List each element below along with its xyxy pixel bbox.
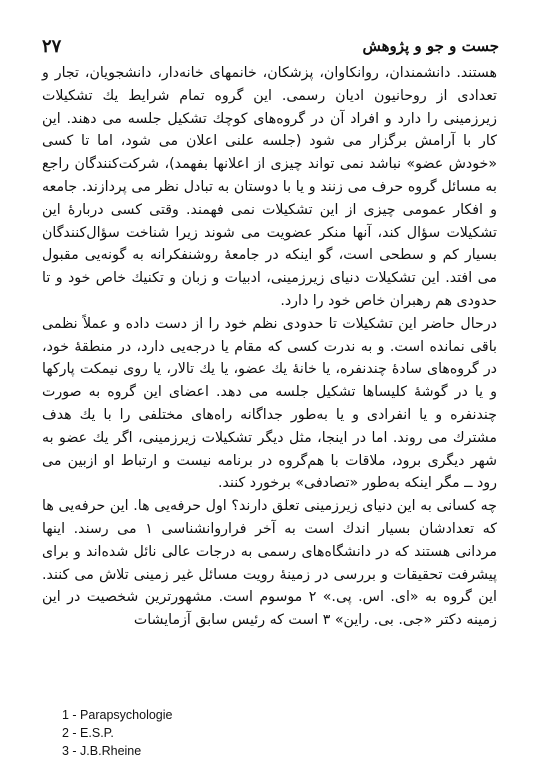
footnotes <box>62 706 172 760</box>
running-title: جست و جو و پژوهش <box>362 37 499 55</box>
paragraph-2: درحال حاضر این تشکیلات تا حدودی نظم خود را از دست داده و عملاً نظمی باقی نمانده است. و به ندرت کسی که مقام یا درجه‌یی دارد، در منطقهٔ خود، در گروه‌های سادهٔ چندنفره، یا خانهٔ یك عضو، یا یك تالار، یا روی نیمکت پارکها و یا در گوشهٔ کلیساها تشکیل جلسه می دهد. اعضای این گروه به صورت چندنفره و یا انفرادی و یا به‌طور جداگانه راه‌های مختلفی را با یك هدف مشترك می روند. اما در اینجا، مثل دیگر تشکیلات زیرزمینی، اگر یك عضو به شهر دیگری برود، ملاقات با هم‌گروه در برنامه نیست و ارتباط او ازبین می رود ــ مگر اینکه به‌طور «تصادفی» برخورد کنند. <box>42 315 497 492</box>
footnote-3: 3 - J.B.Rheine <box>62 744 142 758</box>
paragraph-3: چه کسانی به این دنیای زیرزمینی تعلق دارند؟ اول حرفه‌یی ها. این حرفه‌یی ها که تعدادشان بسیار اندك است به آخر فراروانشناسی ۱ می رسند. اینها مردانی هستند که در دانشگاه‌های رسمی به درجات عالی نائل شده‌اند و برای پیشرفت تحقیقات و بررسی در زمینهٔ رویت مسائل غیر زمینی تلاش می کنند. این گروه به «ای. اس. پی.» ۲ موسوم است. مشهورترین شخصیت در این زمینه دکتر «جی. بی. راین» ۳ است که رئیس سابق آزمایشات <box>42 498 498 629</box>
paragraph-1: هستند. دانشمندان، روانکاوان، پزشکان، خانمهای خانه‌دار، دانشجویان، تجار و تعدادی از روحانیون ادیان رسمی. این گروه تمام شرایط یك تشکیلات زیرزمینی را دارد و افراد آن در گروه‌های کوچك تشکیل جلسه می دهند. این کار با آرامش برگزار می شود (جلسه علنی اعلان می شود، اما تا کسی «خودش عضو» نباشد نمی تواند چیزی از اعلانها بفهمد)، شرکت‌کنندگان راجع به مسائل گروه حرف می زنند و یا با دوستان به تبادل نظر می پردازند. جامعه و افکار عمومی چیزی از این تشکیلات نمی فهمند. وقتی کسی دربارهٔ این تشکیلات سؤال کند، آنها منکر عضویت می شوند زیرا شناخت سؤال‌کنندگان بسیار کم و سطحی است، گو اینکه در جامعهٔ روشنفکرانه به گونه‌یی مقبول می افتد. این تشکیلات دنیای زیرزمینی، ادبیات و زبان و تکنیك خاص خود و تا حدودی هم رهبران خاص خود را دارد. <box>42 65 497 309</box>
page-number: ۲۷ <box>42 35 62 57</box>
page-header <box>42 30 499 62</box>
footnote-1: 1 - Parapsychologie <box>62 708 173 722</box>
body-text <box>42 62 497 632</box>
footnote-2: 2 - E.S.P. <box>62 726 114 740</box>
